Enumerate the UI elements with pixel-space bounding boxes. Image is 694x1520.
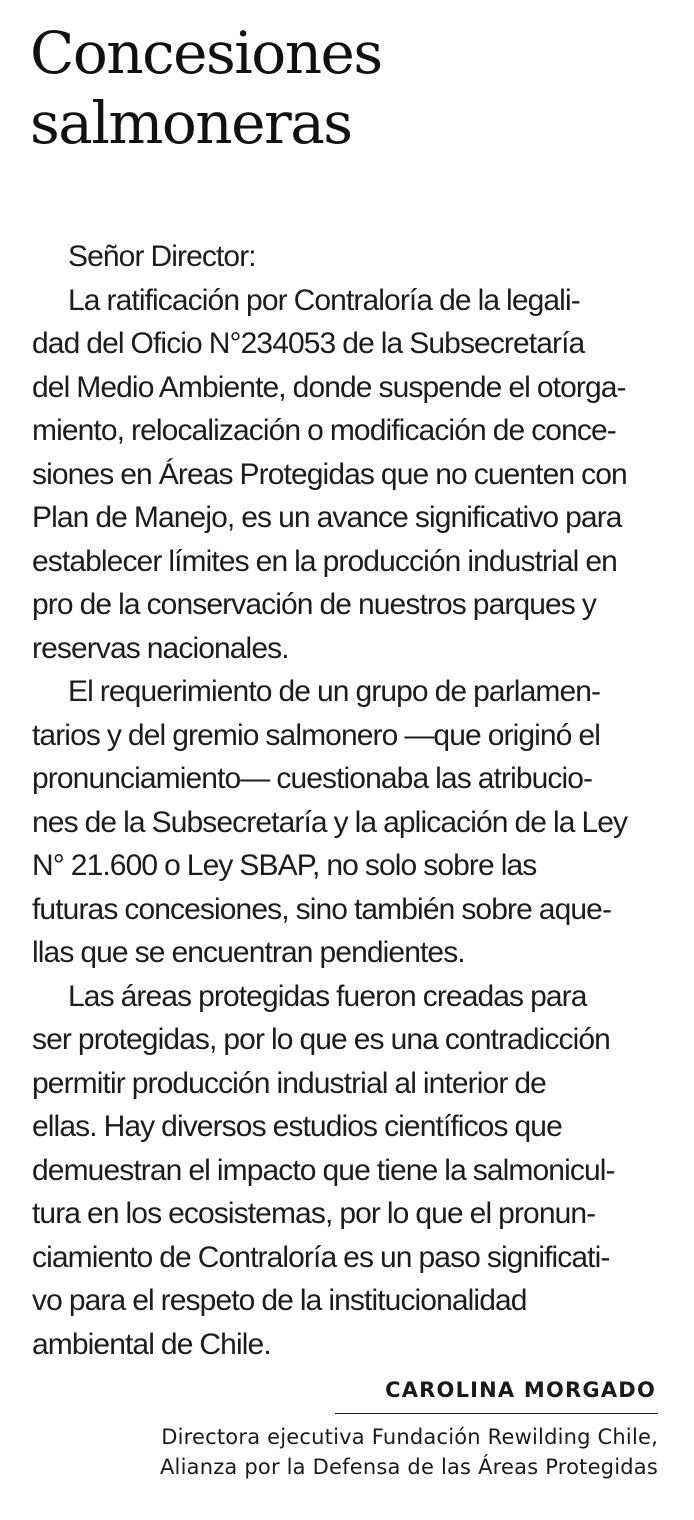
body-line: permitir producción industrial al interior de	[32, 1066, 546, 1100]
headline-line-1: Concesiones	[30, 19, 382, 87]
affiliation-line-2: Alianza por la Defensa de las Áreas Protegidas	[159, 1455, 658, 1479]
body-line: El requerimiento de un grupo de parlamen-	[68, 675, 601, 708]
body-line: N° 21.600 o Ley SBAP, no solo sobre las	[32, 849, 537, 882]
salutation: Señor Director:	[68, 240, 256, 273]
body-line: nes de la Subsecretaría y la aplicación de la Ley	[32, 805, 628, 839]
body-line: del Medio Ambiente, donde suspende el otorga-	[32, 370, 626, 404]
signature-divider	[335, 1413, 658, 1414]
body-line: La ratificación por Contraloría de la legali-	[68, 283, 580, 317]
headline	[30, 18, 670, 158]
body-line: reservas nacionales.	[32, 631, 289, 665]
body-line: establecer límites en la producción industrial en	[32, 544, 617, 578]
body-line: tarios y del gremio salmonero —que originó el	[32, 718, 600, 752]
body-line: vo para el respeto de la institucionalidad	[32, 1284, 527, 1317]
body-line: ambiental de Chile.	[32, 1327, 271, 1361]
body-line: futuras concesiones, sino también sobre aque-	[32, 892, 612, 926]
body-line: llas que se encuentran pendientes.	[32, 936, 465, 969]
body-line: ellas. Hay diversos estudios científicos que	[32, 1110, 562, 1143]
body-line: miento, relocalización o modificación de conce-	[32, 414, 616, 447]
author-affiliation	[160, 1422, 658, 1482]
body-line: dad del Oficio N°234053 de la Subsecretaría	[32, 327, 585, 360]
body-line: ser protegidas, por lo que es una contradicción	[32, 1023, 610, 1056]
author-name: CAROLINA MORGADO	[385, 1378, 656, 1402]
body-line: pronunciamiento— cuestionaba las atribucio-	[32, 762, 593, 795]
body-line: ciamiento de Contraloría es un paso significati-	[32, 1240, 610, 1274]
body-line: tura en los ecosistemas, por lo que el pronun-	[32, 1197, 596, 1230]
body-line: demuestran el impacto que tiene la salmonicul-	[32, 1153, 615, 1187]
body-line: Plan de Manejo, es un avance significativo para	[32, 501, 622, 534]
body-line: Las áreas protegidas fueron creadas para	[68, 979, 587, 1013]
headline-line-2: salmoneras	[30, 89, 352, 157]
body-line: pro de la conservación de nuestros parques y	[32, 588, 596, 621]
letter-body	[32, 235, 662, 1366]
affiliation-line-1: Directora ejecutiva Fundación Rewilding Chile,	[161, 1425, 658, 1449]
body-line: siones en Áreas Protegidas que no cuenten con	[32, 457, 627, 491]
